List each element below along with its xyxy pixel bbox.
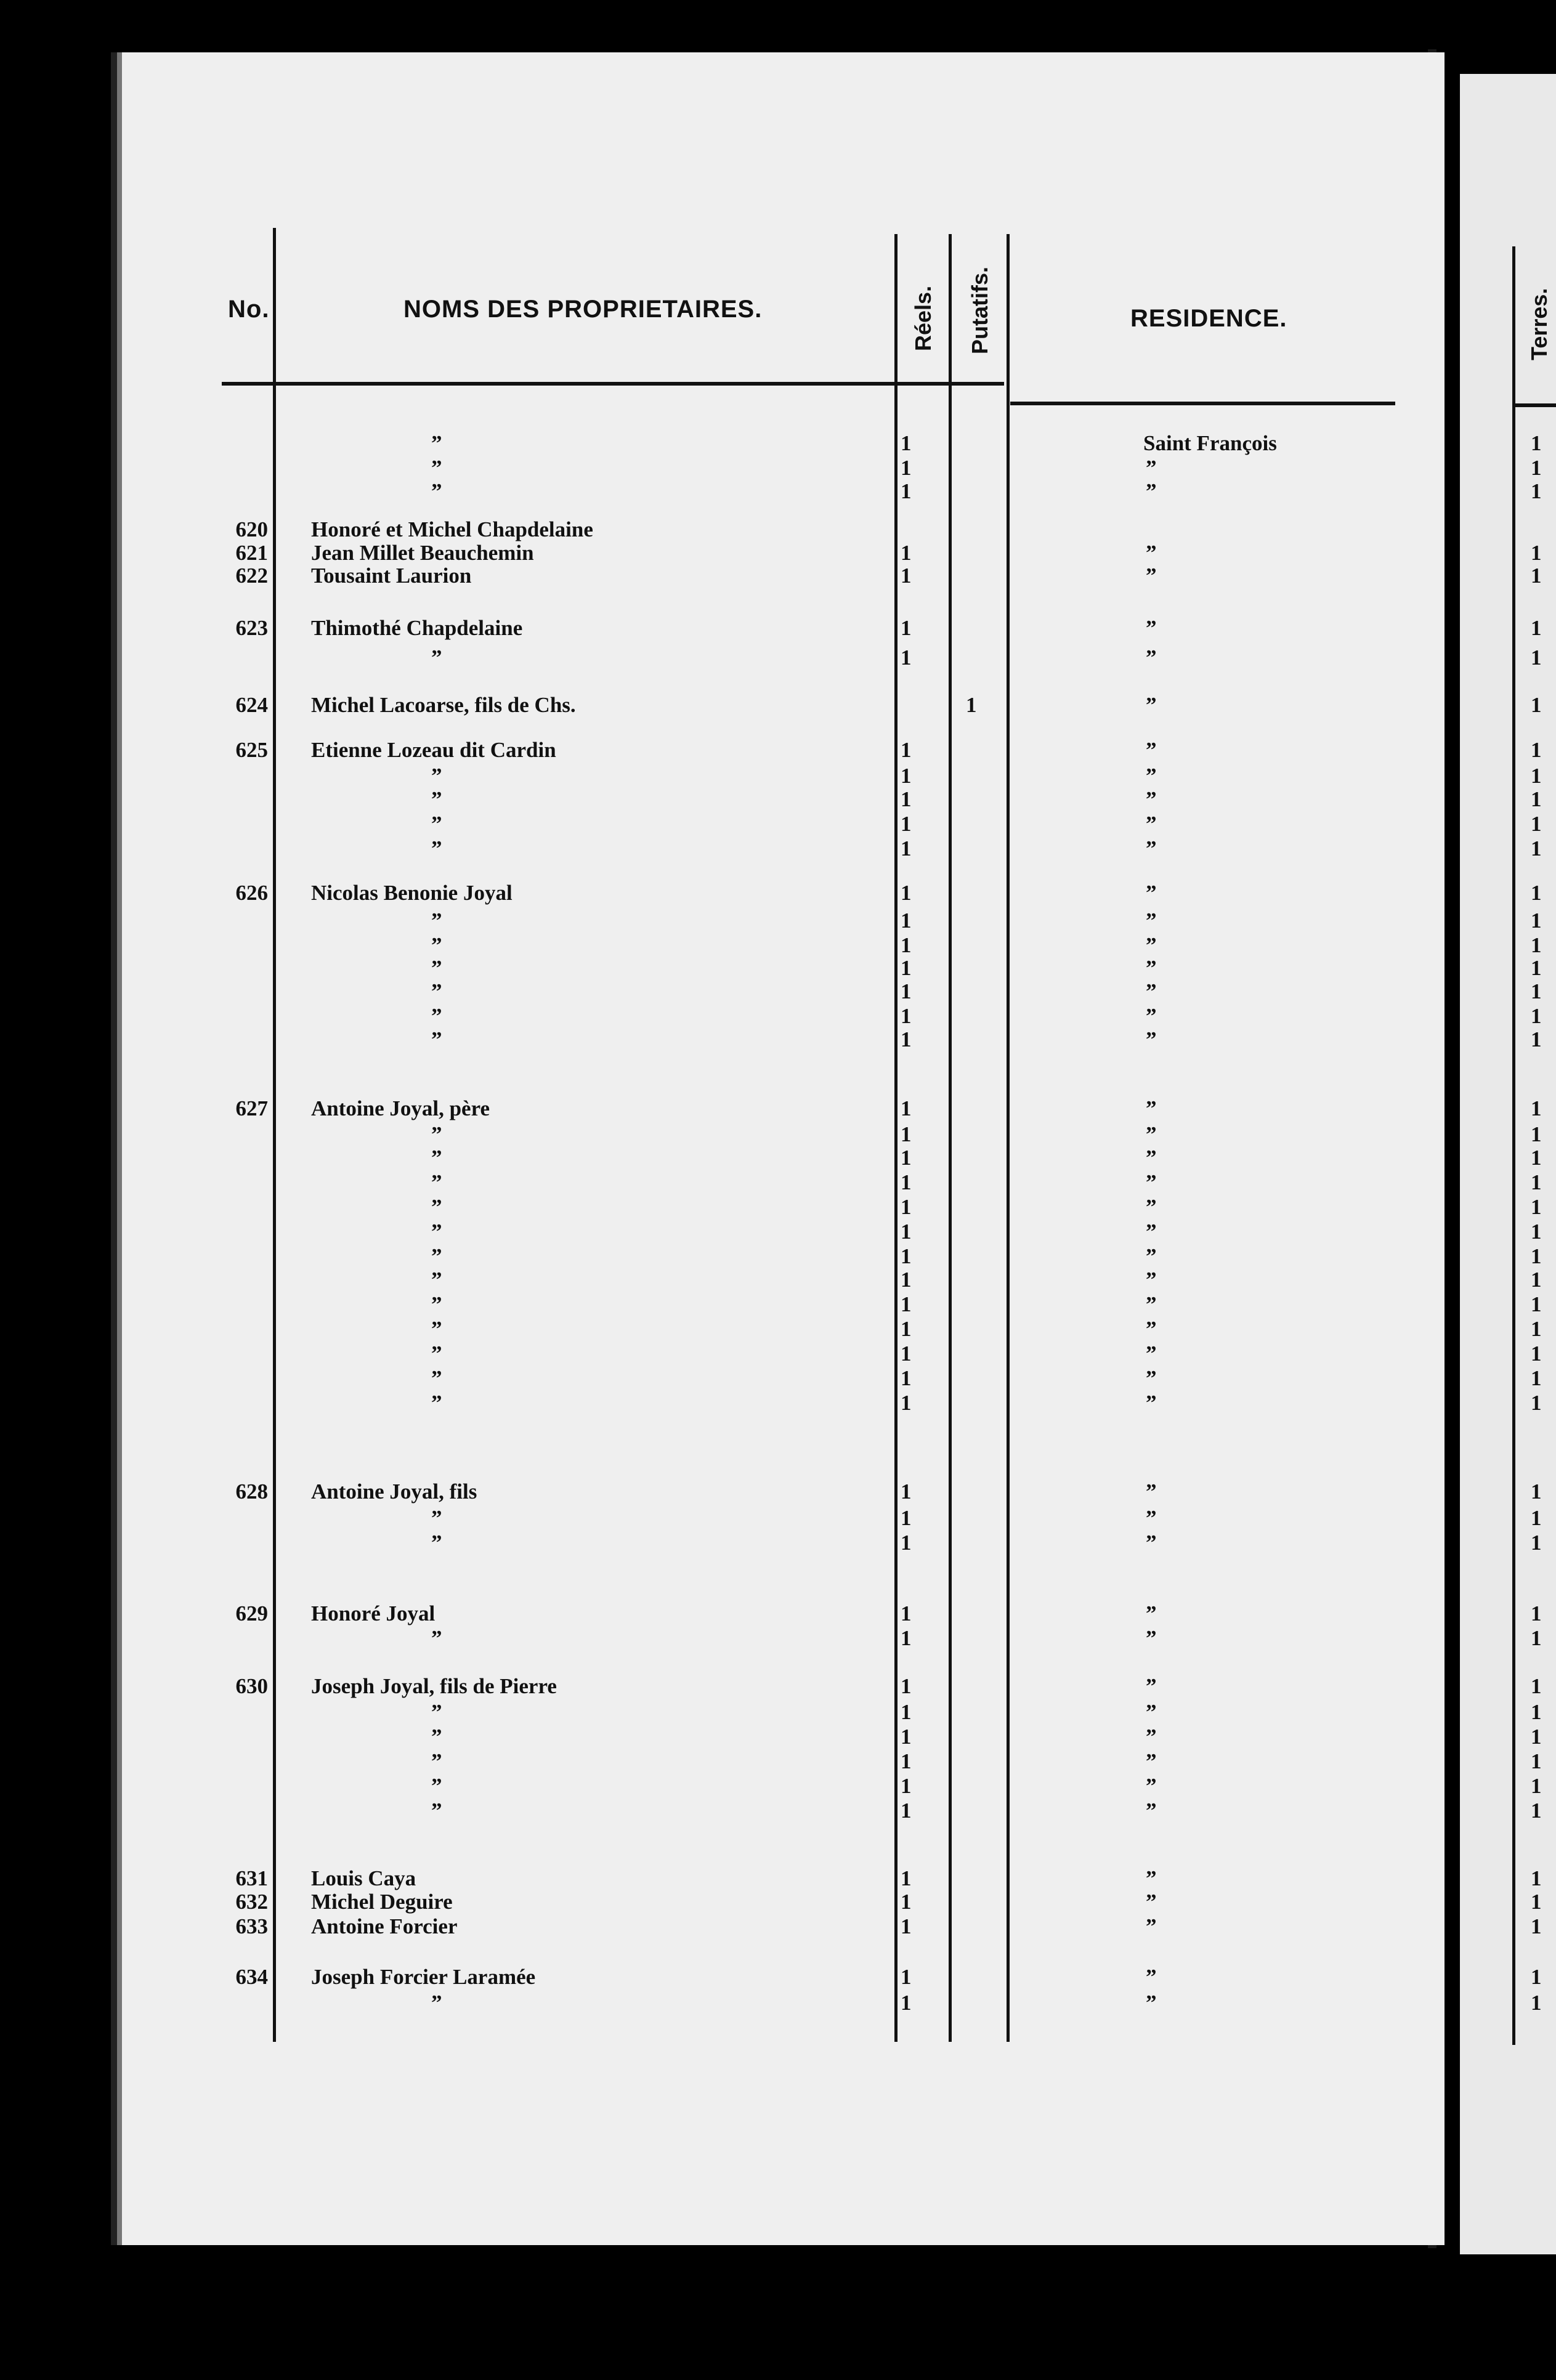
residence: ” — [1146, 1749, 1157, 1773]
terres-count: 1 — [1531, 1122, 1542, 1146]
owner-name: ” — [431, 1146, 442, 1170]
terres-count: 1 — [1531, 1391, 1542, 1415]
residence: ” — [1146, 1366, 1157, 1390]
terres-count: 1 — [1531, 1626, 1542, 1650]
table-row — [0, 1244, 1556, 1269]
residence: ” — [1146, 933, 1157, 957]
reels-count: 1 — [901, 541, 912, 565]
table-row — [0, 1366, 1556, 1391]
table-row — [0, 1890, 1556, 1914]
reels-count: 1 — [901, 1146, 912, 1170]
owner-name: ” — [431, 836, 442, 860]
owner-name: ” — [431, 1799, 442, 1823]
residence: ” — [1146, 738, 1157, 762]
reels-count: 1 — [901, 1531, 912, 1555]
terres-count: 1 — [1531, 1096, 1542, 1120]
table-row — [0, 693, 1556, 718]
residence: ” — [1146, 1170, 1157, 1194]
reels-count: 1 — [901, 1220, 912, 1244]
terres-count: 1 — [1531, 1292, 1542, 1316]
table-row — [0, 1027, 1556, 1052]
table-row — [0, 1626, 1556, 1651]
table-row — [0, 431, 1556, 456]
table-row — [0, 933, 1556, 958]
residence: ” — [1146, 616, 1157, 640]
owner-name: ” — [431, 1244, 442, 1268]
reels-count: 1 — [901, 1799, 912, 1823]
row-number: 629 — [235, 1601, 268, 1625]
owner-name: ” — [431, 1195, 442, 1219]
reels-count: 1 — [901, 479, 912, 503]
reels-count: 1 — [901, 564, 912, 588]
residence: ” — [1146, 479, 1157, 503]
terres-count: 1 — [1531, 1506, 1542, 1530]
terres-count: 1 — [1531, 1268, 1542, 1292]
terres-count: 1 — [1531, 933, 1542, 957]
terres-count: 1 — [1531, 1890, 1542, 1914]
table-row — [0, 787, 1556, 812]
table-row — [0, 1195, 1556, 1220]
owner-name: ” — [431, 1268, 442, 1292]
reels-count: 1 — [901, 1991, 912, 2015]
table-row — [0, 1317, 1556, 1342]
residence: ” — [1146, 1244, 1157, 1268]
residence: ” — [1146, 693, 1157, 717]
table-row — [0, 836, 1556, 861]
residence: ” — [1146, 881, 1157, 905]
owner-name: ” — [431, 1220, 442, 1244]
header-residence: RESIDENCE. — [1130, 305, 1287, 332]
table-row — [0, 812, 1556, 836]
residence: ” — [1146, 1220, 1157, 1244]
row-number: 632 — [235, 1890, 268, 1914]
table-row — [0, 881, 1556, 905]
reels-count: 1 — [901, 836, 912, 860]
terres-count: 1 — [1531, 1004, 1542, 1028]
owner-name: ” — [431, 1004, 442, 1028]
reels-count: 1 — [901, 738, 912, 762]
reels-count: 1 — [901, 1096, 912, 1120]
reels-count: 1 — [901, 1725, 912, 1749]
residence: ” — [1146, 764, 1157, 788]
owner-name: ” — [431, 1725, 442, 1749]
header-reels: Réels. — [910, 285, 936, 351]
residence: ” — [1146, 1991, 1157, 2015]
reels-count: 1 — [901, 1965, 912, 1989]
reels-count: 1 — [901, 933, 912, 957]
reels-count: 1 — [901, 812, 912, 836]
residence: ” — [1146, 541, 1157, 565]
residence: ” — [1146, 1195, 1157, 1219]
table-row — [0, 1122, 1556, 1147]
terres-count: 1 — [1531, 1479, 1542, 1504]
header-putatifs: Putatifs. — [967, 266, 992, 354]
terres-count: 1 — [1531, 431, 1542, 455]
table-row — [0, 1292, 1556, 1317]
owner-name: Jean Millet Beauchemin — [311, 541, 534, 565]
row-number: 625 — [235, 738, 268, 762]
residence: ” — [1146, 1674, 1157, 1698]
row-number: 631 — [235, 1866, 268, 1890]
residence: ” — [1146, 1479, 1157, 1504]
table-row — [0, 616, 1556, 641]
terres-count: 1 — [1531, 1531, 1542, 1555]
terres-count: 1 — [1531, 1700, 1542, 1724]
table-row — [0, 979, 1556, 1004]
terres-count: 1 — [1531, 693, 1542, 717]
table-row — [0, 1096, 1556, 1121]
table-row — [0, 1799, 1556, 1823]
reels-count: 1 — [901, 1774, 912, 1798]
row-number: 623 — [235, 616, 268, 640]
putatifs-count: 1 — [966, 693, 977, 717]
residence: ” — [1146, 1866, 1157, 1890]
terres-count: 1 — [1531, 1799, 1542, 1823]
owner-name: ” — [431, 1317, 442, 1341]
table-row — [0, 1601, 1556, 1626]
terres-count: 1 — [1531, 1027, 1542, 1051]
owner-name: ” — [431, 479, 442, 503]
terres-count: 1 — [1531, 979, 1542, 1003]
owner-name: Antoine Joyal, père — [311, 1096, 490, 1120]
residence: ” — [1146, 1004, 1157, 1028]
table-row — [0, 956, 1556, 981]
residence: ” — [1146, 1774, 1157, 1798]
reels-count: 1 — [901, 1626, 912, 1650]
reels-count: 1 — [901, 1749, 912, 1773]
table-row — [0, 1749, 1556, 1774]
header-no: No. — [228, 296, 270, 323]
table-row — [0, 1774, 1556, 1799]
reels-count: 1 — [901, 1700, 912, 1724]
owner-name: Tousaint Laurion — [311, 564, 472, 588]
row-number: 633 — [235, 1914, 268, 1938]
reels-count: 1 — [901, 1292, 912, 1316]
reels-count: 1 — [901, 1890, 912, 1914]
table-row — [0, 564, 1556, 588]
table-row — [0, 1674, 1556, 1699]
residence: ” — [1146, 1096, 1157, 1120]
reels-count: 1 — [901, 956, 912, 980]
residence: ” — [1146, 1268, 1157, 1292]
owner-name: ” — [431, 1700, 442, 1724]
residence: ” — [1146, 1700, 1157, 1724]
table-row — [0, 517, 1556, 542]
owner-name: Michel Deguire — [311, 1890, 453, 1914]
owner-name: ” — [431, 1391, 442, 1415]
reels-count: 1 — [901, 1317, 912, 1341]
reels-count: 1 — [901, 909, 912, 933]
header-rule-left — [222, 382, 1004, 386]
reels-count: 1 — [901, 456, 912, 480]
owner-name: Honoré Joyal — [311, 1601, 436, 1625]
residence: ” — [1146, 1725, 1157, 1749]
terres-count: 1 — [1531, 1674, 1542, 1698]
owner-name: ” — [431, 1366, 442, 1390]
terres-count: 1 — [1531, 616, 1542, 640]
table-row — [0, 1170, 1556, 1195]
owner-name: ” — [431, 1626, 442, 1650]
terres-count: 1 — [1531, 1991, 1542, 2015]
terres-count: 1 — [1531, 1749, 1542, 1773]
reels-count: 1 — [901, 1601, 912, 1625]
reels-count: 1 — [901, 787, 912, 811]
residence: ” — [1146, 787, 1157, 811]
owner-name: ” — [431, 812, 442, 836]
residence: Saint François — [1143, 431, 1277, 455]
terres-count: 1 — [1531, 909, 1542, 933]
owner-name: ” — [431, 1531, 442, 1555]
reels-count: 1 — [901, 1866, 912, 1890]
header-terres: Terres. — [1526, 288, 1552, 360]
terres-count: 1 — [1531, 646, 1542, 670]
terres-count: 1 — [1531, 1601, 1542, 1625]
table-row — [0, 1866, 1556, 1891]
owner-name: ” — [431, 764, 442, 788]
reels-count: 1 — [901, 1366, 912, 1390]
terres-count: 1 — [1531, 738, 1542, 762]
terres-count: 1 — [1531, 764, 1542, 788]
terres-count: 1 — [1531, 836, 1542, 860]
table-row — [0, 764, 1556, 788]
terres-count: 1 — [1531, 1342, 1542, 1366]
residence: ” — [1146, 836, 1157, 860]
table-row — [0, 1991, 1556, 2015]
terres-count: 1 — [1531, 1244, 1542, 1268]
owner-name: ” — [431, 787, 442, 811]
row-number: 630 — [235, 1674, 268, 1698]
table-row — [0, 1342, 1556, 1366]
residence: ” — [1146, 1626, 1157, 1650]
owner-name: Thimothé Chapdelaine — [311, 616, 523, 640]
terres-count: 1 — [1531, 881, 1542, 905]
residence: ” — [1146, 1122, 1157, 1146]
row-number: 627 — [235, 1096, 268, 1120]
table-row — [0, 1531, 1556, 1555]
terres-count: 1 — [1531, 812, 1542, 836]
table-row — [0, 1391, 1556, 1415]
table-row — [0, 1914, 1556, 1939]
owner-name: ” — [431, 1506, 442, 1530]
residence: ” — [1146, 1965, 1157, 1989]
reels-count: 1 — [901, 1027, 912, 1051]
table-row — [0, 1004, 1556, 1029]
owner-name: ” — [431, 1122, 442, 1146]
table-row — [0, 541, 1556, 565]
header-names: NOMS DES PROPRIETAIRES. — [403, 296, 763, 323]
owner-name: ” — [431, 979, 442, 1003]
terres-count: 1 — [1531, 1725, 1542, 1749]
owner-name: ” — [431, 1991, 442, 2015]
residence: ” — [1146, 1799, 1157, 1823]
table-row — [0, 909, 1556, 933]
terres-count: 1 — [1531, 1220, 1542, 1244]
owner-name: ” — [431, 1749, 442, 1773]
row-number: 626 — [235, 881, 268, 905]
row-number: 634 — [235, 1965, 268, 1989]
reels-count: 1 — [901, 646, 912, 670]
owner-name: ” — [431, 431, 442, 455]
owner-name: ” — [431, 1342, 442, 1366]
reels-count: 1 — [901, 1391, 912, 1415]
terres-count: 1 — [1531, 956, 1542, 980]
table-row — [0, 1506, 1556, 1531]
row-number: 628 — [235, 1479, 268, 1504]
terres-count: 1 — [1531, 1866, 1542, 1890]
residence: ” — [1146, 1342, 1157, 1366]
residence: ” — [1146, 979, 1157, 1003]
owner-name: ” — [431, 1292, 442, 1316]
row-number: 621 — [235, 541, 268, 565]
row-number: 622 — [235, 564, 268, 588]
residence: ” — [1146, 1391, 1157, 1415]
terres-count: 1 — [1531, 1914, 1542, 1938]
table-row — [0, 1146, 1556, 1170]
terres-count: 1 — [1531, 456, 1542, 480]
residence: ” — [1146, 1292, 1157, 1316]
reels-count: 1 — [901, 979, 912, 1003]
residence: ” — [1146, 812, 1157, 836]
terres-count: 1 — [1531, 541, 1542, 565]
owner-name: ” — [431, 933, 442, 957]
reels-count: 1 — [901, 1195, 912, 1219]
terres-count: 1 — [1531, 1965, 1542, 1989]
table-row — [0, 479, 1556, 504]
reels-count: 1 — [901, 1170, 912, 1194]
owner-name: ” — [431, 646, 442, 670]
table-row — [0, 646, 1556, 670]
owner-name: Antoine Forcier — [311, 1914, 458, 1938]
reels-count: 1 — [901, 1506, 912, 1530]
residence: ” — [1146, 1027, 1157, 1051]
reels-count: 1 — [901, 1004, 912, 1028]
terres-count: 1 — [1531, 1146, 1542, 1170]
owner-name: Honoré et Michel Chapdelaine — [311, 517, 593, 541]
owner-name: Antoine Joyal, fils — [311, 1479, 477, 1504]
header-rule-facing — [1515, 403, 1556, 407]
terres-count: 1 — [1531, 787, 1542, 811]
terres-count: 1 — [1531, 1195, 1542, 1219]
owner-name: ” — [431, 1170, 442, 1194]
reels-count: 1 — [901, 1244, 912, 1268]
table-row — [0, 1965, 1556, 1989]
owner-name: ” — [431, 1774, 442, 1798]
table-row — [0, 1725, 1556, 1749]
owner-name: Joseph Joyal, fils de Pierre — [311, 1674, 557, 1698]
owner-name: Michel Lacoarse, fils de Chs. — [311, 693, 576, 717]
reels-count: 1 — [901, 1914, 912, 1938]
reels-count: 1 — [901, 1122, 912, 1146]
terres-count: 1 — [1531, 1170, 1542, 1194]
terres-count: 1 — [1531, 1317, 1542, 1341]
owner-name: ” — [431, 1027, 442, 1051]
reels-count: 1 — [901, 431, 912, 455]
owner-name: Nicolas Benonie Joyal — [311, 881, 513, 905]
residence: ” — [1146, 456, 1157, 480]
residence: ” — [1146, 1531, 1157, 1555]
residence: ” — [1146, 646, 1157, 670]
terres-count: 1 — [1531, 1366, 1542, 1390]
reels-count: 1 — [901, 1674, 912, 1698]
owner-name: ” — [431, 956, 442, 980]
owner-name: Joseph Forcier Laramée — [311, 1965, 536, 1989]
owner-name: Etienne Lozeau dit Cardin — [311, 738, 556, 762]
reels-count: 1 — [901, 1268, 912, 1292]
table-row — [0, 1268, 1556, 1292]
table-row — [0, 738, 1556, 763]
reels-count: 1 — [901, 764, 912, 788]
residence: ” — [1146, 1146, 1157, 1170]
owner-name: ” — [431, 456, 442, 480]
table-row — [0, 456, 1556, 480]
residence: ” — [1146, 564, 1157, 588]
residence: ” — [1146, 1317, 1157, 1341]
table-row — [0, 1479, 1556, 1504]
header-rule-right — [1010, 402, 1395, 405]
row-number: 624 — [235, 693, 268, 717]
residence: ” — [1146, 1914, 1157, 1938]
reels-count: 1 — [901, 881, 912, 905]
table-row — [0, 1220, 1556, 1244]
owner-name: Louis Caya — [311, 1866, 416, 1890]
terres-count: 1 — [1531, 1774, 1542, 1798]
residence: ” — [1146, 1601, 1157, 1625]
terres-count: 1 — [1531, 564, 1542, 588]
residence: ” — [1146, 1506, 1157, 1530]
residence: ” — [1146, 909, 1157, 933]
reels-count: 1 — [901, 1479, 912, 1504]
table-row — [0, 1700, 1556, 1725]
row-number: 620 — [235, 517, 268, 541]
owner-name: ” — [431, 909, 442, 933]
residence: ” — [1146, 1890, 1157, 1914]
terres-count: 1 — [1531, 479, 1542, 503]
reels-count: 1 — [901, 1342, 912, 1366]
reels-count: 1 — [901, 616, 912, 640]
residence: ” — [1146, 956, 1157, 980]
